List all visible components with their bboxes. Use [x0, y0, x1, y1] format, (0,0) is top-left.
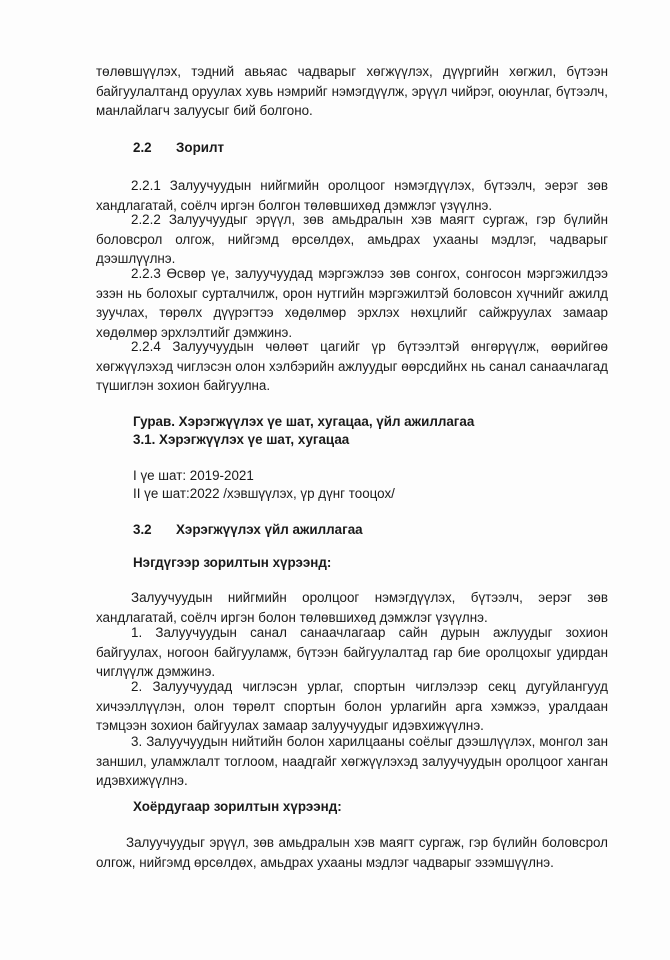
text-line: 2.2.1 Залуучуудын нийгмийн оролцоог нэмэгдүүлэх, бүтээлч, эерэг зөв	[131, 178, 608, 193]
text-line: боловсрол олгож, нийгэмд өрсөлдөх, амьдрах ухааны мэдлэг, чадварыг	[96, 231, 608, 247]
text-line: заншил, уламжлалт тоглоом, наадгайг хөгжүүлэхэд залуучуудын оролцоог ханган	[96, 753, 608, 769]
text-line: төлөвшүүлэх, тэдний авьяас чадварыг хөгжүүлэх, дүүргийн хөгжил, бүтээн	[96, 64, 608, 79]
section-number-3-2: 3.2	[133, 522, 152, 537]
text-line: дээшлүүлнэ.	[96, 251, 176, 266]
text-line: 2. Залуучуудад чиглэсэн урлаг, спортын чиглэлээр секц дугуйлангууд	[131, 679, 608, 694]
text-line: түшиглэн зохион байгуулна.	[96, 378, 271, 393]
text-line: 3. Залуучуудын нийтийн болон харилцааны соёлыг дээшлүүлэх, монгол зан	[131, 734, 608, 749]
activity-item-2	[96, 677, 608, 736]
text-line: хөдөлмөр эрхлэлтийг дэмжинэ.	[96, 324, 293, 340]
goal-2-2-4	[96, 337, 608, 396]
goal-2-2-3	[96, 264, 608, 342]
goal-two-title: Хоёрдугаар зорилтын хүрээнд:	[133, 799, 342, 814]
text-line: Залуучуудын нийгмийн оролцоог нэмэгдүүлэх, бүтээлч, эерэг зөв	[131, 590, 608, 605]
subsection-3-1-heading: 3.1. Хэрэгжүүлэх үе шат, хугацаа	[133, 432, 350, 447]
text-line: эзэн нь болохыг сурталчилж, орон нутгийн мэргэжилтэй боловсон хүчнийг ажилд	[96, 285, 608, 301]
text-line: 2.2.2 Залуучуудыг эрүүл, зөв амьдралын хэв маягт сургаж, гэр бүлийн	[131, 212, 608, 227]
activity-item-3	[96, 732, 608, 791]
section-title-goals: Зорилт	[176, 140, 225, 155]
intro-paragraph	[96, 62, 608, 121]
section-title-activities: Хэрэгжүүлэх үйл ажиллагаа	[176, 522, 363, 537]
goal-one-title: Нэгдүгээр зорилтын хүрээнд:	[133, 555, 332, 570]
text-line: зуучлах, төрөлх дүүрэгтээ хөдөлмөр эрхлэх нөхцлийг сайжруулах замаар	[96, 305, 608, 320]
text-line: байгуулалтанд оруулах хувь нэмрийг нэмэгдүүлж, эрүүл чийрэг, оюунлаг, бүтээлч,	[96, 83, 608, 99]
goal-one-intro	[96, 588, 608, 627]
text-line: тэмцээн зохион байгуулах замаар залуучуудыг идэвхижүүлнэ.	[96, 718, 484, 733]
stage-two: II үе шат:2022 /хэвшүүлэх, үр дүнг тооцох/	[133, 486, 395, 501]
text-line: 1. Залуучуудын санал санаачлагаар сайн дурын ажлуудыг зохион	[131, 625, 608, 640]
section-three-heading: Гурав. Хэрэгжүүлэх үе шат, хугацаа, үйл ажиллагаа	[133, 414, 475, 429]
stage-one: I үе шат: 2019-2021	[133, 468, 254, 483]
text-line: хандлагатай, соёлч иргэн болон төлөвшихөд дэмжлэг үзүүлнэ.	[96, 609, 488, 625]
text-line: чиглүүлж дэмжинэ.	[96, 664, 216, 679]
activity-item-1	[96, 623, 608, 682]
text-line: 2.2.4 Залуучуудын чөлөөт цагийг үр бүтээлтэй өнгөрүүлж, өөрийгөө	[131, 339, 608, 354]
text-line: хичээллүүлэн, олон төрөлт спортын болон урлагийн арга хэмжээ, уралдаан	[96, 698, 608, 714]
goal-two-intro	[96, 833, 608, 872]
text-line: олгож, нийгэмд өрсөлдөх, амьдрах ухааны мэдлэг чадварыг эзэмшүүлнэ.	[96, 854, 554, 870]
goal-2-2-2	[96, 210, 608, 269]
text-line: 2.2.3 Өсвөр үе, залуучуудад мэргэжлээ зөв сонгох, сонгосон мэргэжилдээ	[131, 266, 608, 281]
text-line: байгуулах, ногоон байгууламж, бүтээн байгуулалтад гар бие оролцохыг удирдан	[96, 644, 608, 660]
text-line: хандлагатай, соёлч иргэн болгон төлөвшихөд дэмжлэг үзүүлнэ.	[96, 197, 493, 213]
text-line: Залуучуудыг эрүүл, зөв амьдралын хэв маягт сургаж, гэр бүлийн боловсрол	[126, 835, 608, 850]
text-line: манлайлагч залуусыг бий болгоно.	[96, 103, 313, 118]
text-line: хөгжүүлэхэд чиглэсэн олон хэлбэрийн ажлуудыг өөрсдийнх нь санал санаачлагад	[96, 358, 608, 374]
section-number-2-2: 2.2	[133, 140, 152, 155]
text-line: идэвхижүүлнэ.	[96, 773, 188, 788]
